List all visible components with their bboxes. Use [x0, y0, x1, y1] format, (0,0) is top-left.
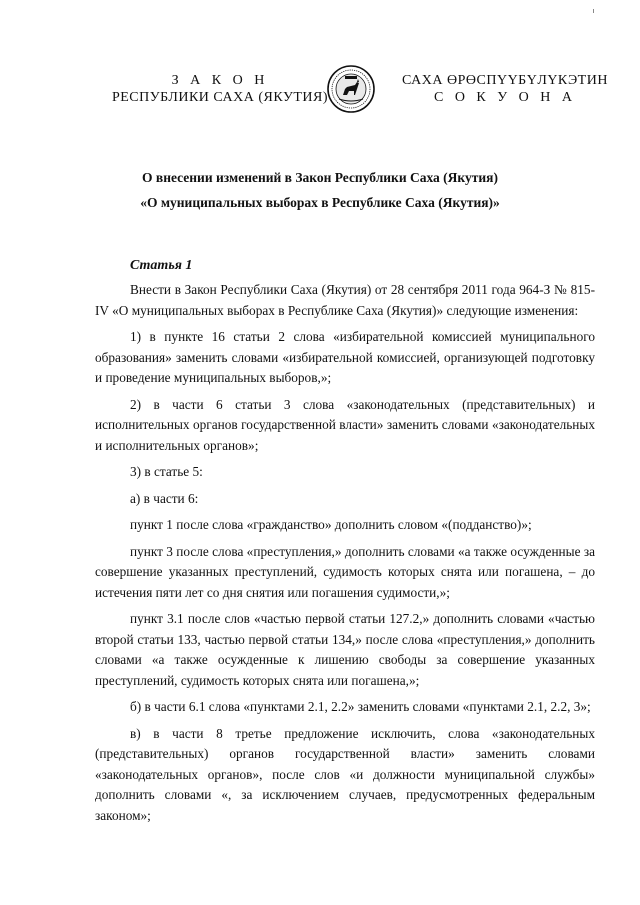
title-line-1: О внесении изменений в Закон Республики Саха (Якутия) [142, 170, 498, 185]
header-law-word: З А К О Н [171, 73, 269, 88]
header-republic-name: РЕСПУБЛИКИ САХА (ЯКУТИЯ) [111, 90, 329, 105]
paragraph: а) в части 6: [130, 490, 199, 506]
paragraph: в) в части 8 третье предложение исключить, слова «законодательных (представительных) органов государственной власти» заменить словами «законодательных органов», после слов «и должности муниципальной службы» дополнить словами «, за исключением случаев, предусмотренных федеральным законом»; [95, 725, 595, 823]
coat-of-arms-emblem-icon [327, 65, 375, 113]
header-right [400, 72, 610, 106]
paragraph: пункт 3 после слова «преступления,» дополнить словами «а также осужденные за совершение указанных преступлений, судимость которых снята или погашена, – до истечения пяти лет со дня снятия или погашения судимости,»; [95, 543, 595, 600]
paragraph: 1) в пункте 16 статьи 2 слова «избирательной комиссией муниципального образования» заменить словами «избирательной комиссией, организующей подготовку и проведение муниципальных выборов,»; [95, 329, 595, 385]
paragraph: пункт 3.1 после слов «частью первой статьи 127.2,» дополнить словами «частью второй статьи 133, частью первой статьи 134,» после слова «преступления,» дополнить словами «а также осужденные к лишению свободы за совершение указанных преступлений, судимость которых снята или погашена,»; [95, 611, 595, 688]
paragraph: 3) в статье 5: [130, 464, 203, 479]
scan-mark [593, 9, 594, 13]
title-line-2: «О муниципальных выборах в Республике Саха (Якутия)» [140, 195, 500, 210]
header-yakut-law-word: С О К У О Н А [433, 90, 577, 105]
paragraph: 2) в части 6 статьи 3 слова «законодательных (представительных) и исполнительных органов государственной власти» заменить словами «законодательных и исполнительных органов»; [95, 396, 595, 453]
paragraph: пункт 1 после слова «гражданство» дополнить словом «(подданство)»; [130, 517, 532, 532]
article-body [95, 280, 595, 832]
document-title [80, 165, 560, 215]
article-heading: Статья 1 [130, 258, 193, 273]
paragraph: б) в части 6.1 слова «пунктами 2.1, 2.2» заменить словами «пунктами 2.1, 2.2, 3»; [130, 699, 591, 714]
paragraph: Внести в Закон Республики Саха (Якутия) от 28 сентября 2011 года 964-З № 815-IV «О муниципальных выборах в Республике Саха (Якутия)» следующие изменения: [95, 282, 595, 318]
header-left [100, 72, 340, 106]
header-yakut-name: САХА ӨРӨСПҮҮБҮЛҮКЭТИН [402, 73, 608, 88]
